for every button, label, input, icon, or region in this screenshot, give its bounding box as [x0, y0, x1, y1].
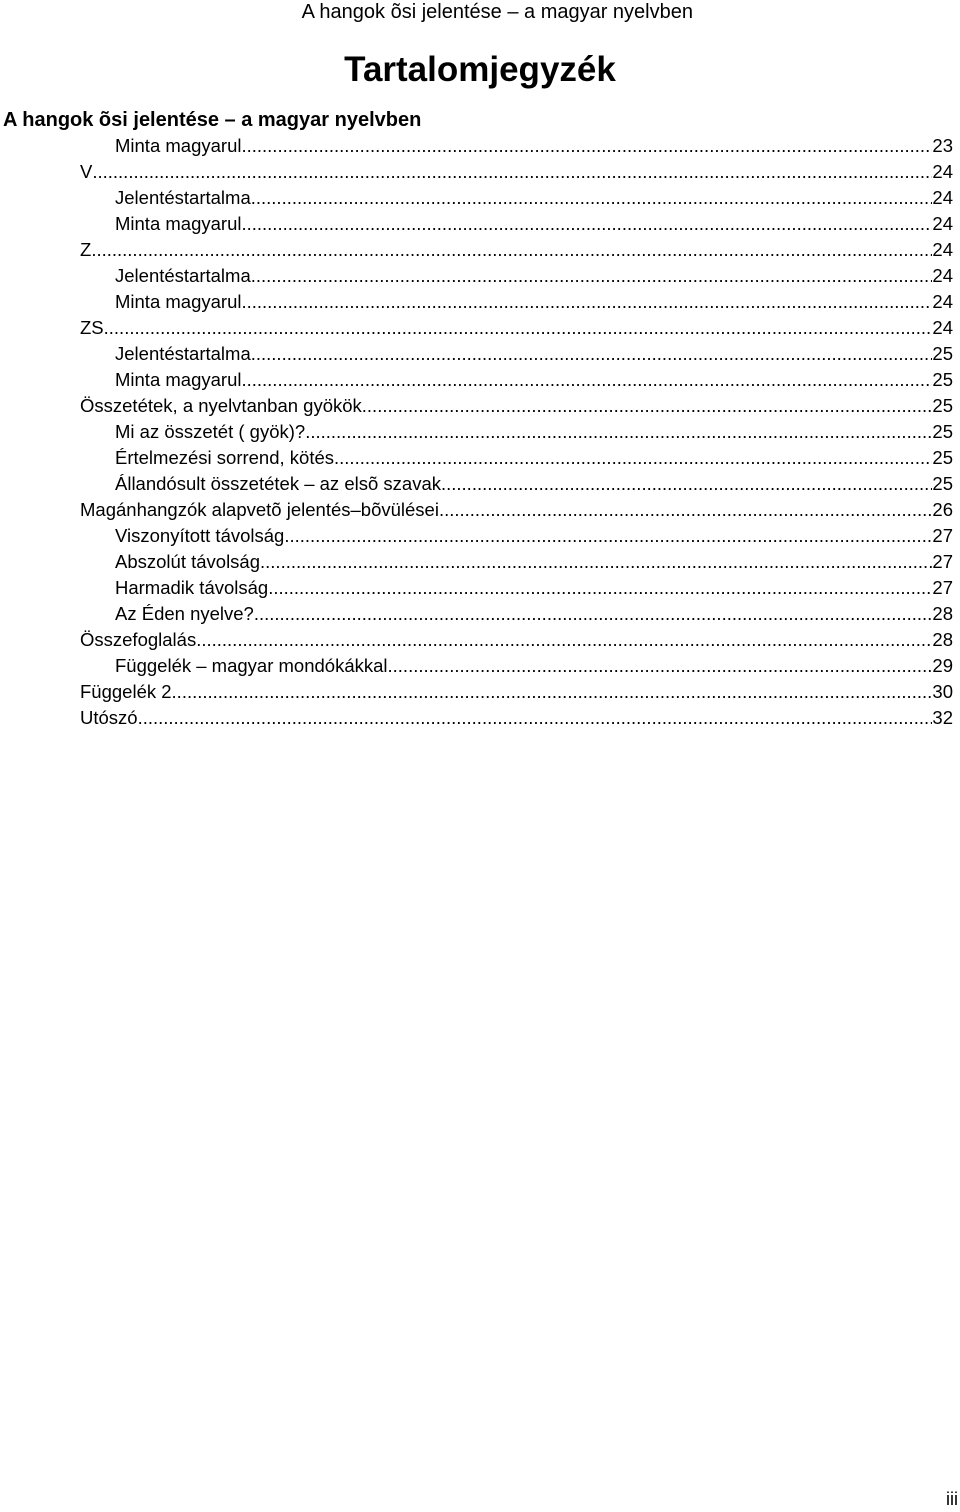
toc-entry[interactable] [0, 289, 953, 315]
toc-dot-leader [284, 523, 932, 549]
toc-entry-page: 27 [932, 551, 953, 572]
toc-entry[interactable] [0, 419, 953, 445]
toc-dot-leader [439, 497, 932, 523]
toc-entry-page: 24 [932, 161, 953, 182]
toc-entry-page: 25 [932, 421, 953, 442]
toc-entry[interactable] [0, 601, 953, 627]
toc-entry-label: Függelék 2 [80, 681, 172, 702]
toc-entry-label: Függelék – magyar mondókákkal [115, 655, 388, 676]
toc-dot-leader [92, 159, 932, 185]
toc-entry[interactable] [0, 159, 953, 185]
toc-list [0, 133, 953, 731]
toc-entry-label: Z [80, 239, 92, 260]
toc-entry-label: Minta magyarul [115, 213, 242, 234]
toc-entry[interactable] [0, 497, 953, 523]
toc-entry-page: 32 [932, 707, 953, 728]
toc-entry-page: 24 [932, 265, 953, 286]
toc-entry[interactable] [0, 367, 953, 393]
toc-dot-leader [334, 445, 932, 471]
toc-dot-leader [254, 601, 933, 627]
toc-entry-label: Minta magyarul [115, 135, 242, 156]
toc-entry-label: V [80, 161, 93, 182]
toc-entry-page: 26 [932, 499, 953, 520]
toc-title: Tartalomjegyzék [344, 50, 616, 89]
toc-entry-label: Minta magyarul [115, 291, 242, 312]
toc-entry-label: Abszolút távolság [115, 551, 261, 572]
toc-entry[interactable] [0, 575, 953, 601]
toc-entry-label: Összefoglalás [80, 629, 197, 650]
toc-entry-page: 24 [932, 213, 953, 234]
running-header: A hangok õsi jelentése – a magyar nyelvben [301, 1, 693, 23]
toc-entry-label: Értelmezési sorrend, kötés [115, 447, 335, 468]
toc-part-title[interactable]: A hangok õsi jelentése – a magyar nyelvben [3, 109, 422, 131]
toc-entry[interactable] [0, 133, 953, 159]
toc-entry-page: 23 [932, 135, 953, 156]
toc-dot-leader [388, 653, 933, 679]
toc-entry-label: Viszonyított távolság [115, 525, 285, 546]
toc-entry[interactable] [0, 237, 953, 263]
toc-entry-page: 25 [932, 473, 953, 494]
toc-dot-leader [104, 315, 933, 341]
toc-entry-page: 24 [932, 239, 953, 260]
toc-entry-page: 28 [932, 629, 953, 650]
toc-entry[interactable] [0, 315, 953, 341]
toc-dot-leader [196, 627, 932, 653]
toc-entry-page: 25 [932, 395, 953, 416]
toc-entry-page: 24 [932, 187, 953, 208]
toc-dot-leader [138, 705, 933, 731]
toc-entry[interactable] [0, 523, 953, 549]
toc-entry-label: Jelentéstartalma [115, 343, 251, 364]
toc-entry[interactable] [0, 549, 953, 575]
toc-entry-label: Utószó [80, 707, 138, 728]
toc-entry-label: Minta magyarul [115, 369, 242, 390]
toc-dot-leader [251, 185, 933, 211]
toc-dot-leader [241, 367, 932, 393]
toc-entry[interactable] [0, 445, 953, 471]
toc-entry-page: 28 [932, 603, 953, 624]
toc-entry[interactable] [0, 341, 953, 367]
toc-dot-leader [172, 679, 933, 705]
toc-entry-page: 27 [932, 525, 953, 546]
toc-entry-label: Az Éden nyelve? [115, 603, 254, 624]
toc-entry-page: 25 [932, 447, 953, 468]
toc-entry-label: Jelentéstartalma [115, 187, 251, 208]
toc-dot-leader [251, 341, 933, 367]
toc-entry[interactable] [0, 263, 953, 289]
toc-entry[interactable] [0, 679, 953, 705]
page-number: iii [946, 1489, 958, 1509]
toc-entry[interactable] [0, 393, 953, 419]
toc-entry-page: 25 [932, 369, 953, 390]
toc-dot-leader [251, 263, 933, 289]
toc-entry-page: 29 [932, 655, 953, 676]
toc-dot-leader [362, 393, 933, 419]
toc-dot-leader [241, 133, 932, 159]
toc-entry[interactable] [0, 471, 953, 497]
toc-dot-leader [91, 237, 932, 263]
toc-entry-label: Harmadik távolság [115, 577, 269, 598]
toc-entry-page: 27 [932, 577, 953, 598]
toc-dot-leader [260, 549, 932, 575]
toc-entry-label: Mi az összetét ( gyök)? [115, 421, 306, 442]
toc-dot-leader [305, 419, 932, 445]
toc-entry-label: Magánhangzók alapvetõ jelentés–bõvülései [80, 499, 439, 520]
toc-entry-label: Összetétek, a nyelvtanban gyökök [80, 395, 362, 416]
toc-entry[interactable] [0, 211, 953, 237]
toc-entry[interactable] [0, 653, 953, 679]
toc-dot-leader [241, 211, 932, 237]
toc-entry[interactable] [0, 185, 953, 211]
toc-entry-page: 30 [932, 681, 953, 702]
toc-dot-leader [441, 471, 932, 497]
toc-entry-label: Állandósult összetétek – az elsõ szavak [115, 473, 441, 494]
toc-entry[interactable] [0, 705, 953, 731]
toc-dot-leader [268, 575, 932, 601]
toc-entry-label: ZS [80, 317, 104, 338]
toc-entry-page: 24 [932, 291, 953, 312]
toc-entry-label: Jelentéstartalma [115, 265, 251, 286]
toc-dot-leader [241, 289, 932, 315]
toc-entry-page: 25 [932, 343, 953, 364]
toc-entry-page: 24 [932, 317, 953, 338]
toc-entry[interactable] [0, 627, 953, 653]
